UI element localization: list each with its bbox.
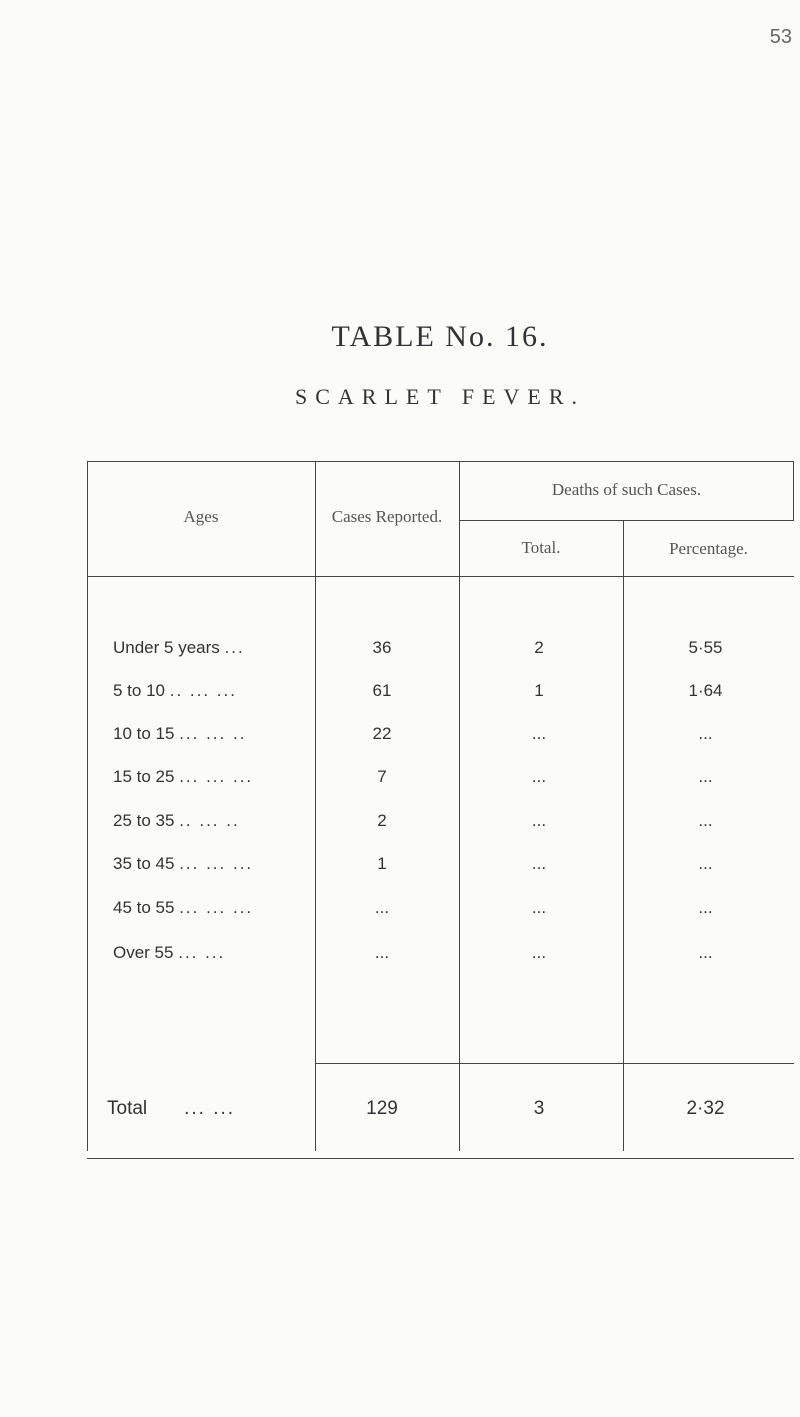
table-title: TABLE No. 16. [331, 320, 549, 353]
total-percentage-cell: 2·32 [686, 1098, 725, 1119]
header-bottom-rule [87, 576, 794, 577]
scarlet-fever-table [87, 461, 794, 1160]
cases-cell: 1 [377, 854, 387, 873]
percentage-cell: ... [698, 854, 713, 873]
deaths-total-cell: 2 [534, 638, 544, 657]
deaths-total-cell: ... [531, 943, 547, 962]
cases-cell: 61 [372, 681, 392, 700]
percentage-cell: ... [698, 811, 713, 830]
deaths-total-cell: 1 [534, 681, 544, 700]
age-cell: Under 5 years ... [113, 638, 245, 657]
table-row [87, 757, 794, 797]
age-cell: 5 to 10 .. ... ... [113, 681, 237, 700]
cases-cell: ... [374, 898, 390, 917]
table-row [87, 801, 794, 841]
percentage-cell: ... [698, 943, 713, 962]
percentage-cell: ... [698, 724, 713, 743]
age-cell: 35 to 45 ... ... ... [113, 854, 254, 873]
age-cell: 45 to 55 ... ... ... [113, 898, 254, 917]
total-row [87, 1089, 794, 1129]
deaths-total-cell: ... [531, 854, 547, 873]
bottom-rule [87, 1158, 794, 1159]
percentage-cell: 5·55 [688, 638, 723, 657]
cases-cell: 22 [372, 724, 392, 743]
table-row [87, 671, 794, 711]
page-number: 53 [769, 26, 792, 48]
table-row [87, 888, 794, 928]
cases-cell: ... [374, 943, 390, 962]
table-row [87, 714, 794, 754]
age-cell: 10 to 15 ... ... .. [113, 724, 247, 743]
deaths-total-cell: ... [531, 898, 547, 917]
top-rule [87, 461, 794, 462]
total-cases-cell: 129 [366, 1098, 398, 1119]
header-percentage: Percentage. [669, 539, 748, 558]
percentage-cell: 1·64 [688, 681, 723, 700]
deaths-total-cell: ... [531, 811, 547, 830]
age-cell: Over 55 ... ... [113, 943, 226, 962]
percentage-cell: ... [698, 898, 713, 917]
cases-cell: 7 [377, 767, 387, 786]
header-deaths-of-such-cases: Deaths of such Cases. [551, 480, 702, 499]
age-cell: 15 to 25 ... ... ... [113, 767, 254, 786]
table-row [87, 628, 794, 668]
cases-cell: 2 [377, 811, 387, 830]
deaths-total-cell: ... [531, 767, 547, 786]
age-cell: 25 to 35 .. ... .. [113, 811, 240, 830]
header-total: Total. [521, 538, 561, 557]
table-row [87, 844, 794, 884]
table-subtitle: SCARLET FEVER. [294, 384, 586, 409]
deaths-total-cell: ... [531, 724, 547, 743]
total-deaths-cell: 3 [533, 1098, 545, 1119]
deaths-subheader-rule [459, 520, 794, 521]
table-row [87, 933, 794, 973]
total-label-cell: Total ... ... [107, 1098, 236, 1119]
header-ages: Ages [183, 507, 219, 526]
percentage-cell: ... [698, 767, 713, 786]
cases-cell: 36 [372, 638, 392, 657]
total-separator-rule [315, 1063, 794, 1064]
header-cases-reported: Cases Reported. [331, 507, 443, 526]
